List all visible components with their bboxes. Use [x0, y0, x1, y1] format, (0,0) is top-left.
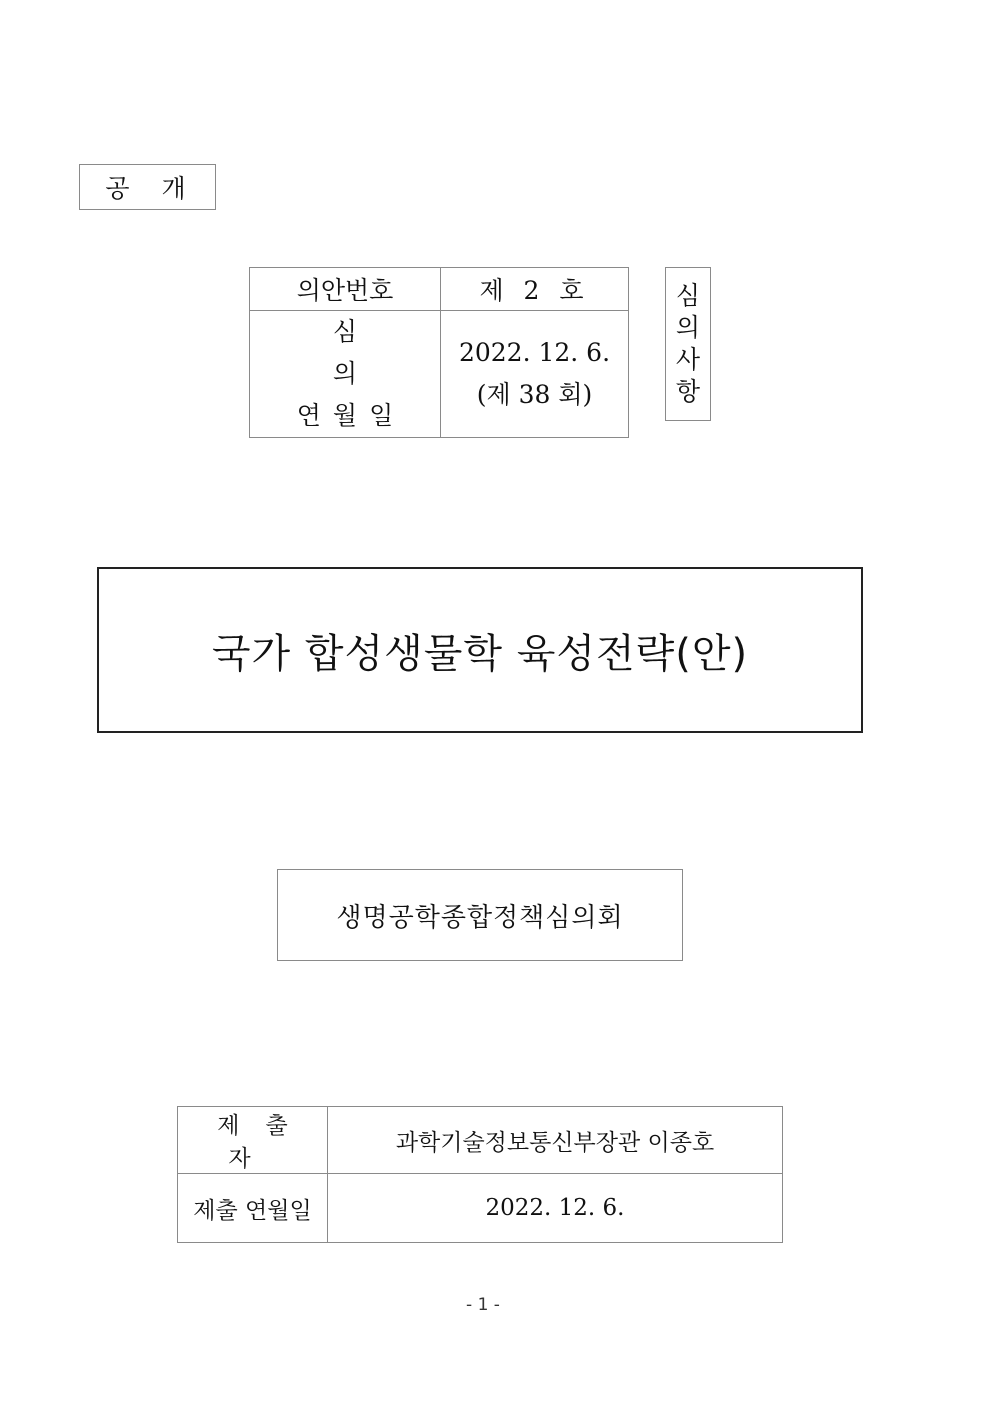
submitter-value: 과학기술정보통신부장관 이종호: [328, 1107, 783, 1174]
bill-number-row: [250, 268, 629, 311]
page-number: - 1 -: [466, 1295, 500, 1315]
submission-table: [177, 1106, 783, 1243]
category-vertical-label: [665, 267, 711, 421]
submission-date-label: 제출 연월일: [178, 1174, 328, 1243]
deliberation-date-value: [441, 311, 629, 438]
submitter-row: [178, 1107, 783, 1174]
committee-name: 생명공학종합정책심의회: [336, 902, 624, 933]
category-char: 심: [675, 281, 701, 310]
submitter-label: [178, 1107, 328, 1174]
deliberation-date-label-line1: 심 의: [332, 317, 404, 388]
document-title: 국가 합성생물학 육성전략(안): [211, 630, 749, 677]
bill-number-value: 제 2 호: [441, 268, 629, 311]
category-char: 의: [675, 313, 701, 342]
deliberation-date-value-line1: 2022. 12. 6.: [458, 338, 611, 367]
public-label: 공 개: [79, 164, 216, 210]
category-char: 사: [675, 345, 701, 374]
deliberation-date-label-line2: 연월일: [296, 401, 406, 430]
category-char: 항: [675, 377, 701, 406]
submission-date-value: 2022. 12. 6.: [328, 1174, 783, 1243]
deliberation-date-value-line2: (제 38 회): [476, 380, 593, 409]
deliberation-date-label: [250, 311, 441, 438]
submission-date-row: [178, 1174, 783, 1243]
bill-info-table: [249, 267, 629, 438]
bill-number-label: 의안번호: [250, 268, 441, 311]
committee-box: [277, 869, 683, 961]
submitter-label-text: 제출자: [217, 1113, 314, 1172]
deliberation-date-row: [250, 311, 629, 438]
document-title-box: [97, 567, 863, 733]
